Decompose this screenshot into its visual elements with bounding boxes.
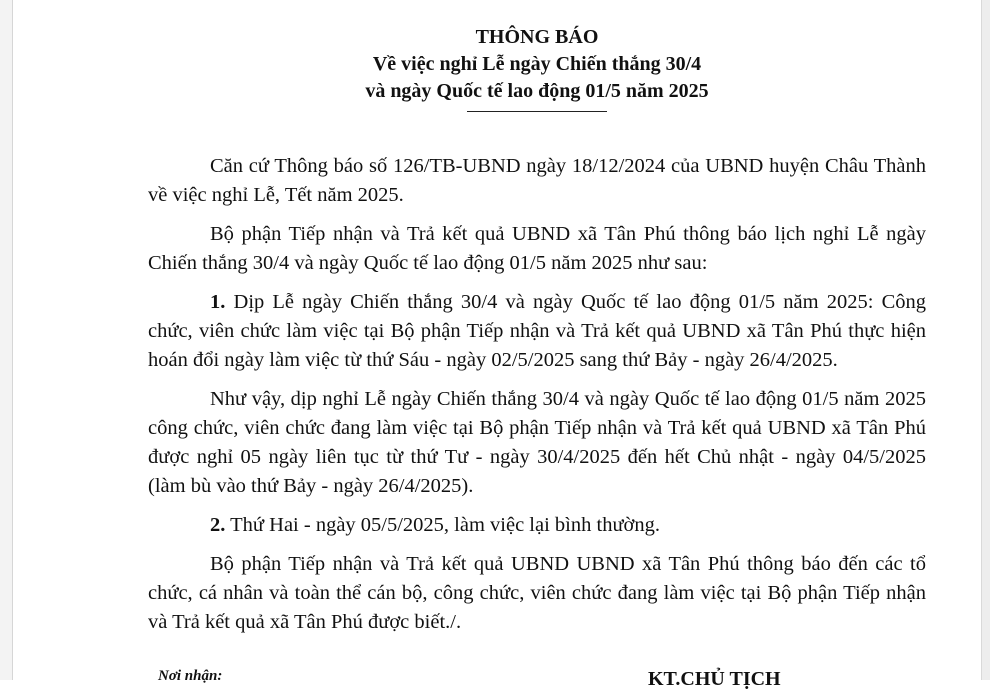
document-page: [148, 24, 926, 647]
signature-title: KT.CHỦ TỊCH: [648, 668, 781, 690]
page-left-margin: [0, 0, 13, 680]
notice-subject-line-2: và ngày Quốc tế lao động 01/5 năm 2025: [365, 80, 709, 102]
title-block: [148, 24, 926, 112]
paragraph-item-1: [148, 288, 926, 375]
item-1-number: 1.: [210, 291, 226, 313]
paragraph-basis: Căn cứ Thông báo số 126/TB-UBND ngày 18/12/2024 của UBND huyện Châu Thành về việc nghỉ Lễ, Tết năm 2025.: [148, 155, 926, 206]
recipients-label: Nơi nhận:: [158, 668, 223, 684]
page-right-margin: [981, 0, 990, 680]
item-2-text: Thứ Hai - ngày 05/5/2025, làm việc lại bình thường.: [225, 514, 661, 536]
notice-heading: THÔNG BÁO: [475, 26, 599, 48]
paragraph-item-2: [148, 511, 926, 540]
paragraph-intro: Bộ phận Tiếp nhận và Trả kết quả UBND xã Tân Phú thông báo lịch nghỉ Lễ ngày Chiến thắng 30/4 và ngày Quốc tế lao động 01/5 năm 2025 như sau:: [148, 223, 926, 274]
title-underline: [467, 111, 607, 112]
notice-subject-line-1: Về việc nghỉ Lễ ngày Chiến thắng 30/4: [372, 53, 702, 75]
item-1-text: Dịp Lễ ngày Chiến thắng 30/4 và ngày Quốc tế lao động 01/5 năm 2025: Công chức, viên chức làm việc tại Bộ phận Tiếp nhận và Trả kết quả UBND xã Tân Phú thực hiện hoán đổi ngày làm việc từ thứ Sáu - ngày 02/5/2025 sang thứ Bảy - ngày 26/4/2025.: [148, 291, 926, 371]
item-2-number: 2.: [210, 514, 226, 536]
paragraph-closing: Bộ phận Tiếp nhận và Trả kết quả UBND UBND xã Tân Phú thông báo đến các tổ chức, cá nhân và toàn thể cán bộ, công chức, viên chức đang làm việc tại Bộ phận Tiếp nhận và Trả kết quả xã Tân Phú được biết./.: [148, 553, 926, 633]
notice-body: [148, 152, 926, 637]
paragraph-summary: Như vậy, dịp nghỉ Lễ ngày Chiến thắng 30/4 và ngày Quốc tế lao động 01/5 năm 2025 công chức, viên chức đang làm việc tại Bộ phận Tiếp nhận và Trả kết quả UBND xã Tân Phú được nghỉ 05 ngày liên tục từ thứ Tư - ngày 30/4/2025 đến hết Chủ nhật - ngày 04/5/2025 (làm bù vào thứ Bảy - ngày 26/4/2025).: [148, 388, 926, 497]
